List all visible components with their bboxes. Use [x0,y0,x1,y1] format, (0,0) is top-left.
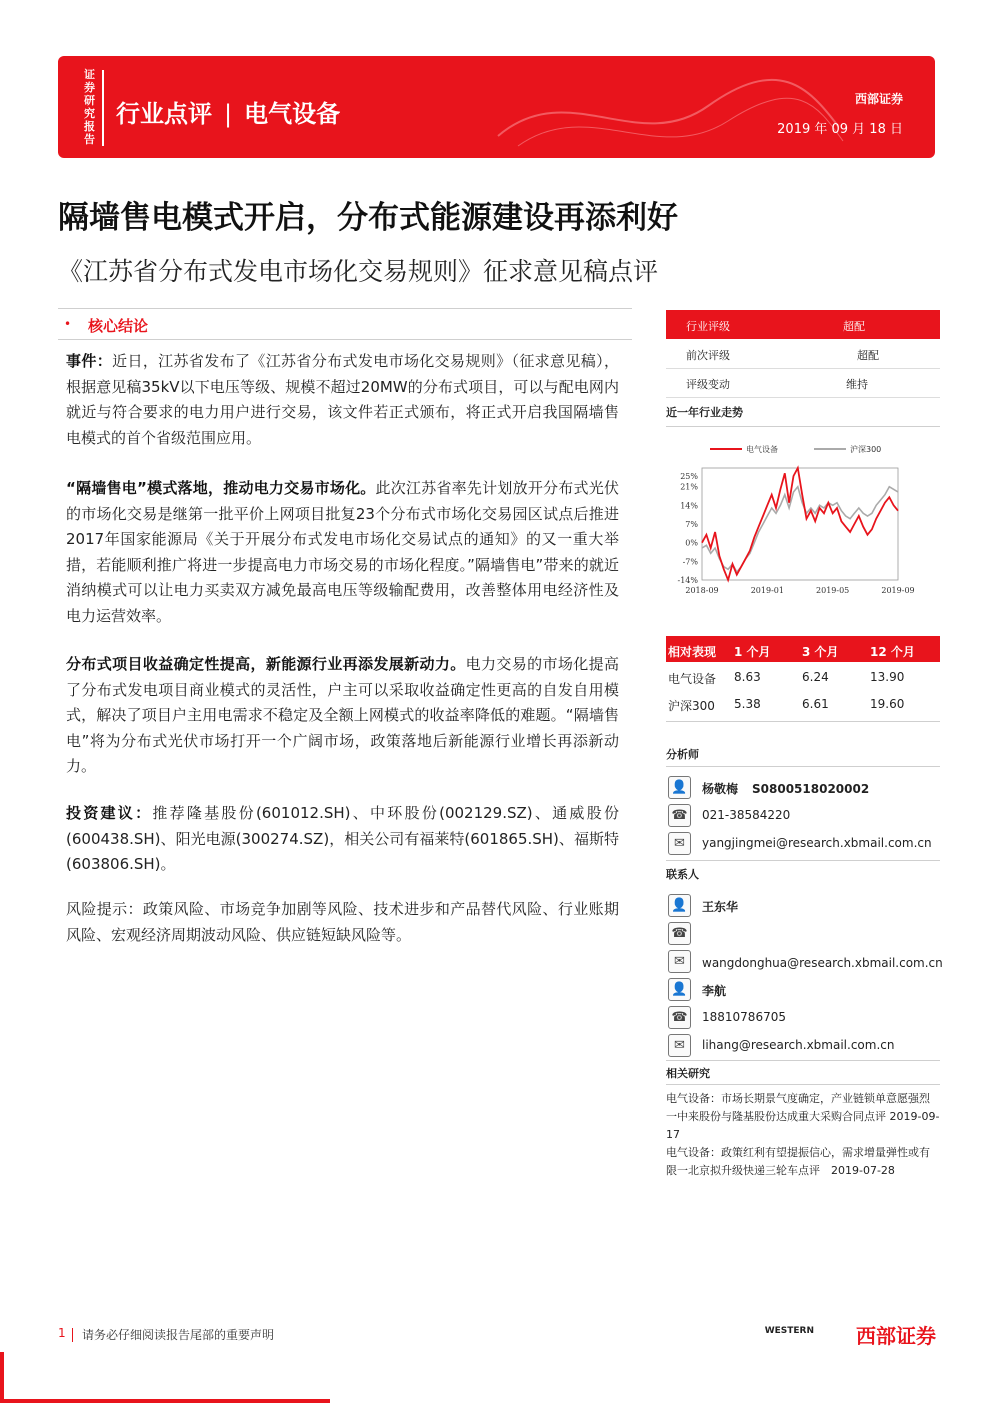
paragraph-model: “隔墙售电”模式落地，推动电力交易市场化。此次江苏省率先计划放开分布式光伏的市场化交易是继第一批平价上网项目批复23个分布式市场化交易园区试点后推进2017年国家能源局《关于开展分布式发电市场化交易试点的通知》的又一重大举措，若能顺利推广将进一步提高电力市场交易的市场化程度。”隔墙售电”带来的就近消纳模式可以让电力买卖双方减免最高电压等级输配费用，改善整体用电经济性及电力运营效率。 [66,479,619,625]
related-list [666,1090,940,1180]
mail-icon: ✉ [668,1034,691,1057]
divider [666,721,940,722]
x-tick-label: 2018-09 [685,586,719,595]
analyst-block [666,774,940,864]
bullet-icon: • [64,317,72,331]
section-heading [58,308,632,340]
decorative-swirl [488,66,848,156]
contact-name-row [666,976,940,1004]
table-row: 沪深300 5.38 6.61 19.60 [668,697,905,713]
y-tick-label: -14% [677,576,698,585]
corner-accent [0,1399,330,1403]
related-heading: 相关研究 [666,1067,710,1080]
divider [666,1084,940,1085]
contacts-block [666,884,943,1060]
paragraph-risk: 风险提示：政策风险、市场竞争加剧等风险、技术进步和产品替代风险、行业账期风险、宏观经济周期波动风险、供应链短缺风险等。 [66,900,619,944]
paragraph-investment: 投资建议：推荐隆基股份(601012.SH)、中环股份(002129.SZ)、通威股份(600438.SH)、阳光电源(300274.SZ)，相关公司有福莱特(601865.SH)、福斯特(603806.SH)。 [66,804,619,873]
footer-logo: 西部证券 [856,1324,936,1348]
report-subtitle: 《江苏省分布式发电市场化交易规则》征求意见稿点评 [58,257,659,286]
page-number: 1 [58,1326,66,1340]
person-icon: 👤 [668,894,691,917]
x-tick-label: 2019-05 [816,586,850,595]
rating-table [666,310,940,398]
phone-icon: ☎ [668,804,691,827]
section-title: 核心结论 [88,317,149,335]
footer-notice: 请务必仔细阅读报告尾部的重要声明 [82,1328,275,1342]
series-line [702,468,898,580]
series-line [702,487,898,572]
x-tick-label: 2019-01 [750,586,784,595]
rating-row: 行业评级 超配 [666,310,940,339]
contacts-heading: 联系人 [666,868,699,881]
contact-phone-row [666,1004,940,1032]
analyst-email-row [666,830,940,858]
footer-logo-en: WESTERN [764,1326,814,1336]
person-icon: 👤 [668,776,691,799]
phone-icon: ☎ [668,922,691,945]
contact-email[interactable]: wangdonghua@research.xbmail.com.cn [702,956,943,970]
contact-phone-row [666,920,940,948]
report-date: 2019 年 09 月 18 日 [777,122,903,137]
contact-name: 李航 [702,984,727,998]
divider [666,766,940,767]
legend-label: 沪深300 [850,445,882,454]
legend-label: 电气设备 [746,445,778,454]
mail-icon: ✉ [668,950,691,973]
analyst-heading: 分析师 [666,748,699,761]
analyst-phone: 021-38584220 [702,808,791,822]
paragraph-event: 事件：近日，江苏省发布了《江苏省分布式发电市场化交易规则》（征求意见稿），根据意见稿35kV以下电压等级、规模不超过20MW的分布式项目，可以与配电网内就近与符合要求的电力用户进行交易，该文件若正式颁布，将正式开启我国隔墙售电模式的首个省级范围应用。 [66,352,619,447]
paragraph-return: 分布式项目收益确定性提高，新能源行业再添发展新动力。电力交易的市场化提高了分布式发电项目商业模式的灵活性，户主可以采取收益确定性更高的自发自用模式，解决了项目户主用电需求不稳定及全额上网模式的收益率降低的难题。“隔墙售电”将为分布式光伏市场打开一个广阔市场，政策落地后新能源行业增长再添新动力。 [66,655,619,775]
table-row: 电气设备 8.63 6.24 13.90 [668,670,905,686]
header-banner [58,56,935,158]
y-tick-label: 0% [685,538,698,548]
contact-email-row [666,1032,940,1060]
mail-icon: ✉ [668,832,691,855]
industry-label: 电气设备 [244,100,341,128]
analyst-license: S0800518020002 [752,782,870,796]
phone-icon: ☎ [668,1006,691,1029]
person-icon: 👤 [668,978,691,1001]
corner-accent [0,1352,4,1403]
list-item[interactable]: 电气设备：政策红利有望提振信心，需求增量弹性或有限一北京拟升级快递三轮车点评 2019-07-28 [666,1146,930,1177]
contact-name: 王东华 [702,900,739,914]
report-title: 隔墙售电模式开启，分布式能源建设再添利好 [58,200,678,236]
contact-email-row [666,948,943,976]
y-tick-label: 21% [680,482,698,492]
analyst-email[interactable]: yangjingmei@research.xbmail.com.cn [702,836,932,850]
x-tick-label: 2019-09 [881,586,915,595]
list-item[interactable]: 电气设备：市场长期景气度确定，产业链锁单意愿强烈一中来股份与隆基股份达成重大采购合同点评 2019-09-17 [666,1092,940,1141]
contact-phone: 18810786705 [702,1010,786,1024]
divider [666,426,940,427]
y-tick-label: 25% [680,472,698,481]
rating-row: 前次评级 超配 [666,339,940,369]
category-label: 行业点评 [116,100,212,128]
footer-divider [72,1328,73,1342]
performance-header: 相对表现 1 个月 3 个月 12 个月 [666,636,940,662]
analyst-phone-row [666,802,940,830]
trend-chart [666,432,940,604]
divider [666,860,940,861]
brand-name: 西部证券 [854,92,903,106]
trend-heading: 近一年行业走势 [666,406,743,419]
analyst-name: 杨敬梅 [702,782,739,796]
analyst-name-row [666,774,940,802]
contact-email[interactable]: lihang@research.xbmail.com.cn [702,1038,895,1052]
banner-category [116,94,340,129]
divider [666,1060,940,1061]
y-tick-label: -7% [682,557,698,567]
banner-divider [102,70,104,146]
category-separator: | [224,100,233,128]
rating-row: 评级变动 维持 [666,368,940,398]
contact-name-row [666,892,940,920]
y-tick-label: 14% [680,501,698,511]
report-type-label: 证券研究报告 [84,68,95,146]
y-tick-label: 7% [685,520,698,529]
performance-table [666,636,940,720]
